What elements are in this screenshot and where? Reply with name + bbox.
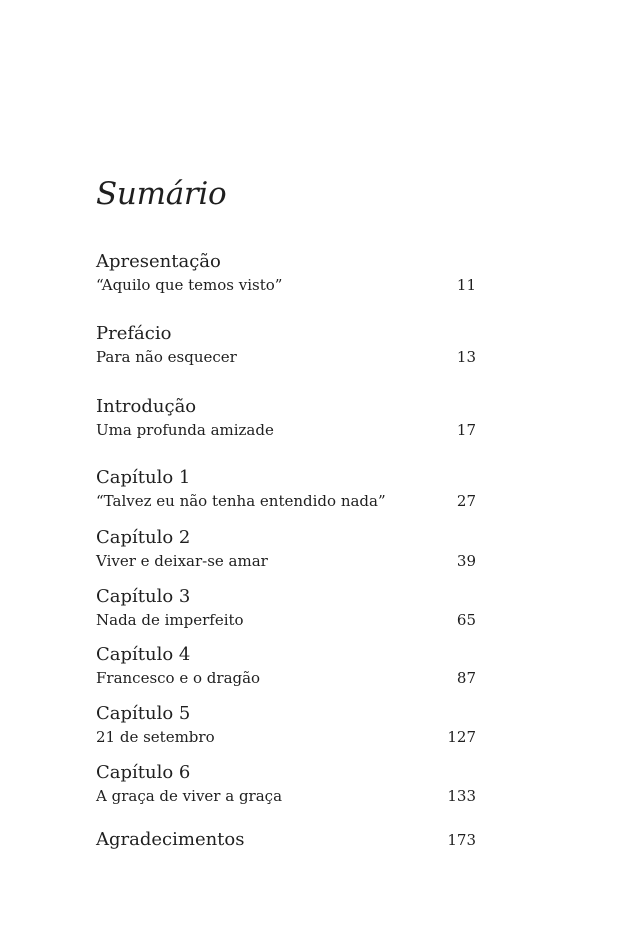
entry-subtitle: Nada de imperfeito (96, 611, 244, 629)
entry-heading: Prefácio (96, 323, 172, 344)
entry-subtitle: Uma profunda amizade (96, 421, 274, 439)
entry-heading: Apresentação (96, 251, 221, 272)
entry-row (96, 346, 476, 368)
entry-subtitle: 21 de setembro (96, 728, 215, 746)
toc-entry (96, 466, 476, 512)
entry-row (96, 609, 476, 631)
toc-entry (96, 702, 476, 748)
entry-subtitle: “Aquilo que temos visto” (96, 276, 283, 294)
entry-page-number: 11 (456, 276, 476, 294)
entry-subtitle: “Talvez eu não tenha entendido nada” (96, 492, 386, 510)
entry-heading: Capítulo 4 (96, 644, 191, 665)
entry-heading: Capítulo 1 (96, 467, 191, 488)
entry-page-number: 27 (456, 492, 476, 510)
entry-heading: Capítulo 6 (96, 762, 191, 783)
entry-heading: Introdução (96, 396, 197, 417)
entry-page-number: 173 (447, 831, 476, 849)
entry-subtitle: Francesco e o dragão (96, 669, 261, 687)
toc-entry (96, 250, 476, 296)
entry-heading: Capítulo 2 (96, 527, 191, 548)
entry-page-number: 17 (456, 421, 476, 439)
toc-entry (96, 585, 476, 631)
entry-row (96, 785, 476, 807)
toc-entry (96, 643, 476, 689)
toc-entry (96, 526, 476, 572)
entry-heading: Capítulo 5 (96, 703, 191, 724)
toc-entry (96, 395, 476, 441)
entry-page-number: 13 (456, 348, 476, 366)
entry-row (96, 667, 476, 689)
entry-row (96, 274, 476, 296)
toc-entry (96, 761, 476, 807)
entry-heading: Agradecimentos (96, 829, 245, 850)
entry-subtitle: Viver e deixar-se amar (96, 552, 268, 570)
entry-page-number: 65 (456, 611, 476, 629)
entry-row (96, 550, 476, 572)
toc-entry-final (96, 828, 476, 852)
entry-heading: Capítulo 3 (96, 586, 191, 607)
entry-page-number: 39 (456, 552, 476, 570)
entry-row (96, 419, 476, 441)
entry-page-number: 87 (456, 669, 476, 687)
entry-row (96, 726, 476, 748)
entry-subtitle: Para não esquecer (96, 348, 237, 366)
entry-subtitle: A graça de viver a graça (96, 787, 283, 805)
page-title: Sumário (96, 176, 227, 212)
entry-page-number: 133 (447, 787, 476, 805)
entry-page-number: 127 (447, 728, 476, 746)
toc-entry (96, 322, 476, 368)
entry-row (96, 490, 476, 512)
